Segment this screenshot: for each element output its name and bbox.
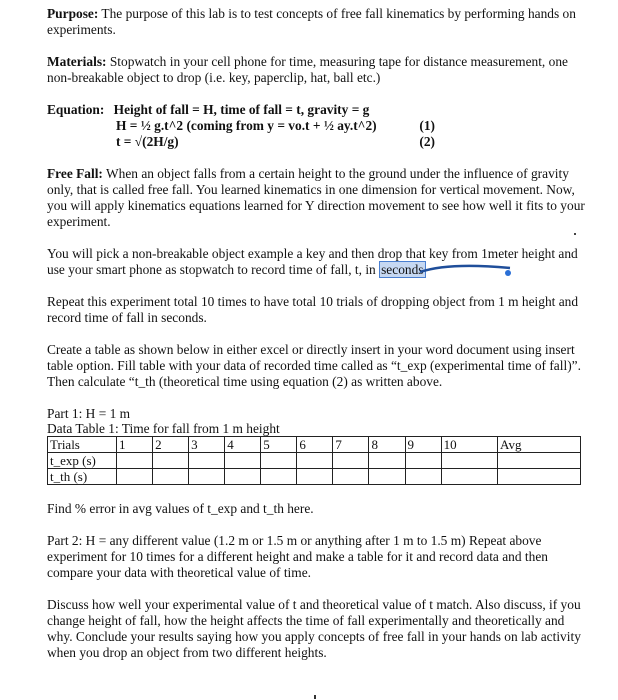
free-fall-text: When an object falls from a certain height to the ground under the influence of gravity only, that is called free fall. You learned kinematics in one dimension for vertical movement. Now, you will apply kinematics equations learned for Y direction movement to see how well it fits to your experiment. (47, 166, 585, 229)
equation-2-expr: t = √(2H/g) (116, 134, 179, 149)
data-table-1 (47, 436, 581, 485)
table-header-cell: 6 (297, 437, 333, 453)
page-tick (314, 695, 316, 699)
table-header-cell: 9 (405, 437, 441, 453)
equation-block (47, 102, 592, 150)
table-header-cell: 3 (189, 437, 225, 453)
free-fall-label: Free Fall: (47, 166, 103, 181)
pick-text: You will pick a non-breakable object example a key and then drop that key from 1meter height and use your smart phone as stopwatch to record time of fall, t, in (47, 246, 578, 277)
part2-paragraph: Part 2: H = any different value (1.2 m or 1.5 m or anything after 1 m to 1.5 m) Repeat above experiment for 10 times for a different height and make a table for it and record data and then compare your data with theoretical value of time. (47, 533, 548, 580)
table-header-cell: 8 (369, 437, 405, 453)
table-header-row (48, 437, 581, 453)
equation-1-number: (1) (419, 118, 435, 133)
discuss-paragraph: Discuss how well your experimental value of t and theoretical value of t match. Also discuss, if you change height of fall, how the height affects the time of fall experimentally and theoretically and why. Conclude your results saying how you apply concepts of free fall in your hands on lab activity when you drop an object from two different heights. (47, 597, 581, 660)
table-row (48, 469, 581, 485)
stray-mark (574, 233, 576, 235)
table-header-cell: 10 (441, 437, 497, 453)
equation-definitions: Height of fall = H, time of fall = t, gravity = g (113, 102, 370, 117)
selected-text[interactable]: seconds (381, 262, 424, 277)
table-header-cell: 5 (261, 437, 297, 453)
table-header-cell: 2 (153, 437, 189, 453)
materials-paragraph (47, 54, 592, 86)
free-fall-paragraph (47, 166, 592, 230)
part1-title: Part 1: H = 1 m (47, 406, 131, 421)
ink-annotation (418, 262, 514, 276)
materials-text: Stopwatch in your cell phone for time, measuring tape for distance measurement, one non-breakable object to drop (i.e. key, paperclip, hat, ball etc.) (47, 54, 568, 85)
repeat-paragraph: Repeat this experiment total 10 times to have total 10 trials of dropping object from 1 m height and record time of fall in seconds. (47, 294, 579, 325)
purpose-paragraph (47, 6, 592, 38)
table-header-cell: 7 (333, 437, 369, 453)
equation-label: Equation: (47, 102, 105, 117)
equation-1-expr: H = ½ g.t^2 (coming from y = vo.t + ½ ay.t^2) (116, 118, 377, 133)
table-row-label: t_th (s) (48, 469, 117, 485)
table-header-cell: 4 (225, 437, 261, 453)
find-paragraph: Find % error in avg values of t_exp and t_th here. (47, 501, 314, 516)
equation-header (47, 102, 592, 118)
lab-document (47, 6, 592, 677)
table-header-cell: 1 (117, 437, 153, 453)
table-header-cell: Trials (48, 437, 117, 453)
equation-line-2 (47, 134, 592, 150)
create-paragraph: Create a table as shown below in either excel or directly insert in your word document using insert table option. Fill table with your data of recorded time called as “t_exp (experimental time of fall)”. Then calculate “t_th (theoretical time using equation (2) as written above. (47, 342, 581, 389)
purpose-text: The purpose of this lab is to test concepts of free fall kinematics by performing hands on experiments. (47, 6, 576, 37)
table-caption: Data Table 1: Time for fall from 1 m height (47, 421, 280, 436)
equation-line-1 (47, 118, 592, 134)
table-row (48, 453, 581, 469)
materials-label: Materials: (47, 54, 107, 69)
table-header-cell: Avg (498, 437, 581, 453)
table-row-label: t_exp (s) (48, 453, 117, 469)
equation-2-number: (2) (419, 134, 435, 149)
purpose-label: Purpose: (47, 6, 99, 21)
part1-block (47, 406, 592, 485)
